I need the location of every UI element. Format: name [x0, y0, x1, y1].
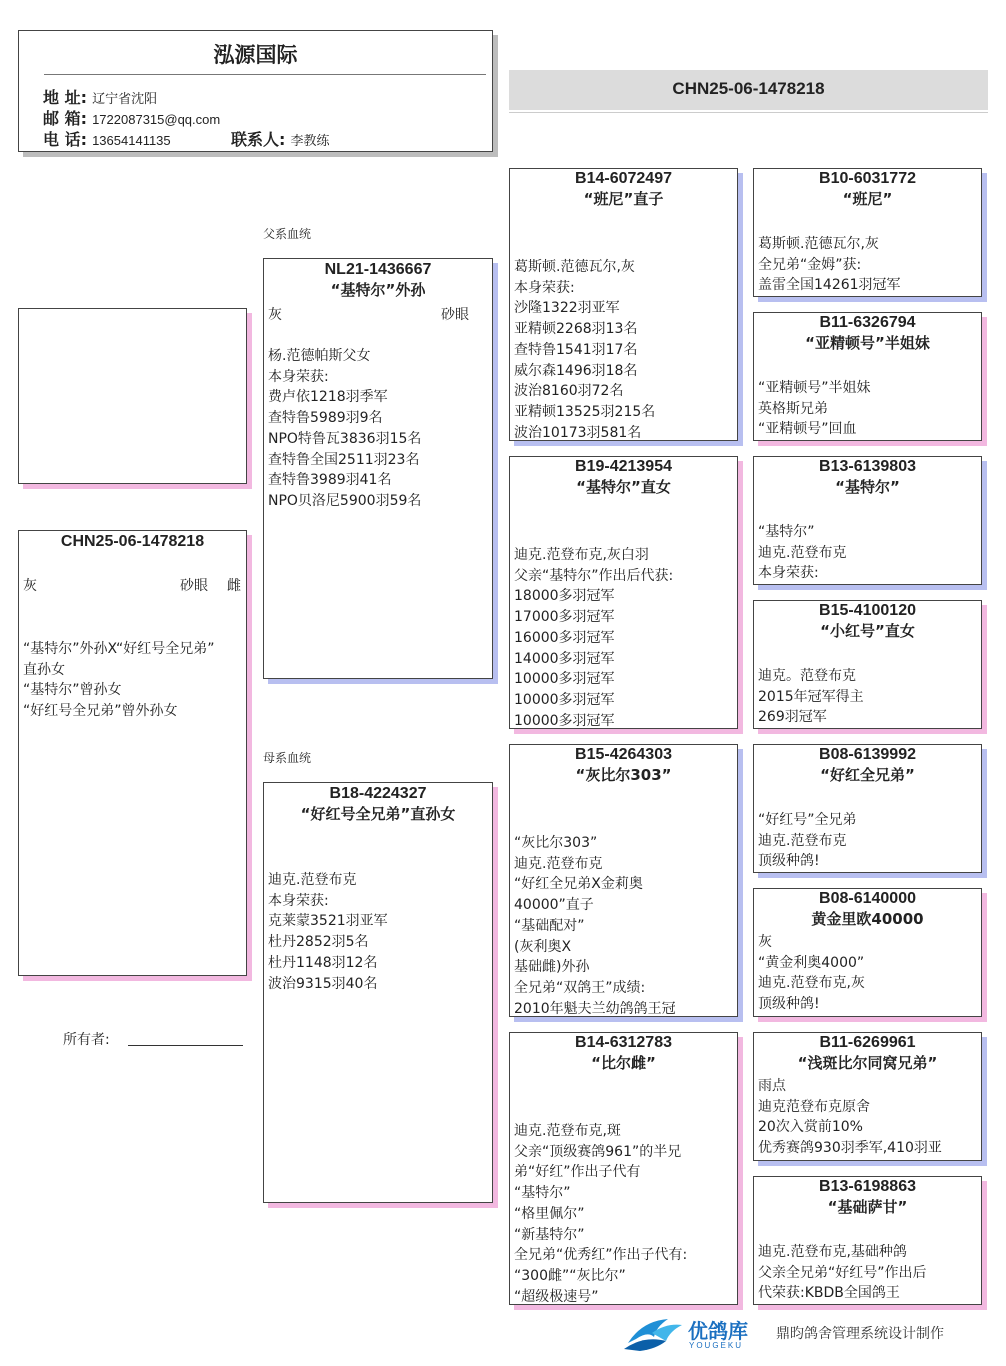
dam-name: “好红号全兄弟”直孙女: [300, 805, 456, 823]
sire-name: “基特尔”外孙: [330, 281, 426, 299]
grandparent-line: 波治10173羽581名: [514, 424, 642, 441]
grandparent-line: “新基特尔”: [514, 1226, 585, 1243]
great-grandparent-line: 269羽冠军: [758, 709, 827, 726]
dam-ring: B18-4224327: [329, 785, 427, 802]
great-grandparent-line: “好红号”全兄弟: [758, 812, 857, 828]
grandparent-line: 父亲“顶级赛鸽961”的半兄: [514, 1143, 682, 1160]
address-value: 辽宁省沈阳: [92, 91, 158, 106]
great-grandparent-ring: B11-6326794: [819, 314, 916, 331]
dam-line: 迪克.范登布克: [268, 872, 357, 888]
phone-label: 电 话:: [43, 130, 87, 149]
sire-ring: NL21-1436667: [324, 261, 432, 278]
grandparent-line: 基础雌)外孙: [514, 959, 590, 976]
grandparent-line: “基特尔”: [514, 1185, 571, 1202]
great-grandparent-ring: B13-6198863: [819, 1178, 916, 1195]
grandparent-line: 迪克.范登布克,斑: [514, 1123, 621, 1139]
great-grandparent-ring: B11-6269961: [819, 1034, 916, 1051]
great-grandparent-ring: B10-6031772: [819, 170, 916, 187]
grandparent-line: 本身荣获:: [514, 279, 575, 296]
great-grandparent-line: 代荣获:KBDB全国鸽王: [758, 1285, 900, 1302]
contact-row: [231, 127, 330, 150]
great-grandparent-line: 葛斯顿.范德瓦尔,灰: [758, 236, 879, 252]
grandparent-name: “灰比尔303”: [575, 766, 672, 784]
grandparent-line: 波治8160羽72名: [514, 383, 624, 400]
top-ring-number: CHN25-06-1478218: [672, 79, 825, 98]
contact-label: 联系人:: [231, 130, 286, 149]
sire-color: 灰: [268, 307, 282, 323]
great-grandparent-name: 黄金里欧40000: [811, 910, 924, 928]
sire-line: NPO特鲁瓦3836羽15名: [268, 430, 422, 447]
dam-line: 克莱蒙3521羽亚军: [268, 913, 388, 930]
dam-line-label: 母系血统: [263, 751, 312, 765]
subject-line: “基特尔”曾孙女: [23, 682, 122, 699]
sire-line: NPO贝洛尼5900羽59名: [268, 492, 422, 509]
photo-box: [18, 308, 247, 484]
email-label: 邮 箱:: [43, 109, 87, 128]
header-card: [18, 30, 493, 152]
sire-eye: 砂眼: [441, 307, 469, 323]
great-grandparent-ring: B15-4100120: [819, 602, 916, 619]
grandparent-line: 17000多羽冠军: [514, 609, 615, 626]
top-ring-underline: [509, 112, 988, 113]
great-grandparent-card-4: [753, 600, 982, 729]
great-grandparent-card-5: [753, 744, 982, 873]
grandparent-line: 亚精顿2268羽13名: [514, 321, 638, 338]
grandparent-line: 18000多羽冠军: [514, 588, 615, 605]
grandparent-line: 威尔森1496羽18名: [514, 362, 638, 379]
sire-line: 杨.范德帕斯父女: [268, 348, 371, 364]
subject-line: 直孙女: [23, 661, 65, 678]
address-row: [43, 85, 157, 108]
grandparent-line: 迪克.范登布克,灰白羽: [514, 547, 649, 563]
company-name: 泓源国际: [213, 43, 298, 67]
owner-row: [63, 1029, 110, 1049]
great-grandparent-line: “基特尔”: [758, 524, 815, 540]
grandparent-line: 2010年魁夫兰幼鸽鸽王冠: [514, 1000, 676, 1017]
great-grandparent-line: “黄金利奥4000”: [758, 954, 865, 971]
great-grandparent-line: 迪克.范登布克,基础种鸽: [758, 1244, 907, 1260]
grandparent-name: “基特尔”直女: [576, 478, 671, 496]
grandparent-ring: B15-4264303: [575, 746, 672, 763]
grandparent-line: 10000多羽冠军: [514, 671, 615, 688]
contact-value: 李教练: [290, 133, 330, 148]
grandparent-line: 弟“好红”作出子代有: [514, 1164, 641, 1181]
great-grandparent-line: 优秀赛鸽930羽季军,410羽亚: [758, 1140, 942, 1157]
grandparent-line: 10000多羽冠军: [514, 712, 615, 729]
grandparent-line: 父亲“基特尔”作出后代获:: [514, 567, 674, 584]
great-grandparent-line: 迪克。范登布克: [758, 668, 856, 684]
brand-name: 优鸽库: [688, 1319, 748, 1343]
grandparent-line: “300雌”“灰比尔”: [514, 1267, 626, 1284]
email-value: 1722087315@qq.com: [92, 112, 221, 127]
great-grandparent-name: “浅斑比尔同窝兄弟”: [797, 1054, 938, 1072]
grandparent-card-1: [509, 168, 738, 441]
subject-line: “好红号全兄弟”曾外孙女: [23, 703, 178, 720]
owner-field[interactable]: [128, 1044, 243, 1046]
grandparent-line: “基础配对”: [514, 917, 585, 934]
grandparent-line: 10000多羽冠军: [514, 691, 615, 708]
great-grandparent-name: “基特尔”: [835, 478, 900, 496]
grandparent-line: (灰利奥X: [514, 938, 572, 955]
sire-line: 费卢依1218羽季军: [268, 389, 388, 406]
great-grandparent-line: 雨点: [758, 1078, 786, 1094]
great-grandparent-ring: B08-6140000: [819, 890, 916, 907]
header-divider: [44, 74, 486, 75]
grandparent-card-2: [509, 456, 738, 729]
great-grandparent-card-6: [753, 888, 982, 1017]
sire-line: 本身荣获:: [268, 368, 329, 385]
grandparent-line: 迪克.范登布克: [514, 855, 603, 872]
great-grandparent-line: 盖雷全国14261羽冠军: [758, 277, 901, 294]
address-label: 地 址:: [43, 88, 87, 107]
grandparent-card-4: [509, 1032, 738, 1305]
grandparent-line: “灰比尔303”: [514, 835, 598, 851]
great-grandparent-line: 迪克范登布克原舍: [758, 1098, 870, 1115]
grandparent-line: 沙隆1322羽亚军: [514, 300, 620, 317]
phone-value: 13654141135: [92, 133, 171, 148]
great-grandparent-card-1: [753, 168, 982, 297]
sire-line: 查特鲁3989羽41名: [268, 472, 392, 489]
great-grandparent-line: 顶级种鸽!: [758, 853, 820, 870]
footer-tagline: 鼎昀鸽舍管理系统设计制作: [776, 1326, 944, 1342]
great-grandparent-line: 灰: [758, 934, 772, 950]
grandparent-ring: B14-6312783: [575, 1034, 672, 1051]
subject-eye: 砂眼: [180, 578, 208, 594]
great-grandparent-card-8: [753, 1176, 982, 1305]
sire-line-label: 父系血统: [263, 227, 312, 241]
great-grandparent-line: 英格斯兄弟: [758, 400, 828, 417]
great-grandparent-name: “基础萨甘”: [827, 1198, 908, 1216]
dam-line: 本身荣获:: [268, 892, 329, 909]
subject-color: 灰: [23, 578, 37, 594]
great-grandparent-line: 本身荣获:: [758, 565, 819, 582]
great-grandparent-line: “亚精顿号”半姐妹: [758, 380, 871, 396]
bird-wave-icon: [622, 1313, 686, 1353]
subject-sex: 雌: [227, 578, 241, 594]
great-grandparent-name: “好红全兄弟”: [820, 766, 915, 784]
sire-card: [263, 258, 493, 679]
great-grandparent-line: “亚精顿号”回血: [758, 421, 857, 438]
grandparent-card-3: [509, 744, 738, 1017]
subject-ring: CHN25-06-1478218: [60, 533, 205, 550]
great-grandparent-line: 迪克.范登布克,灰: [758, 975, 865, 992]
subject-card: [18, 530, 247, 976]
sire-line: 查特鲁5989羽9名: [268, 410, 383, 427]
dam-line: 波治9315羽40名: [268, 975, 378, 992]
grandparent-ring: B14-6072497: [575, 170, 672, 187]
email-row: [43, 106, 220, 129]
grandparent-line: “好红全兄弟X金莉奥: [514, 876, 643, 893]
great-grandparent-line: 迪克.范登布克: [758, 544, 847, 561]
grandparent-line: 16000多羽冠军: [514, 629, 615, 646]
grandparent-ring: B19-4213954: [575, 458, 672, 475]
dam-line: 杜丹1148羽12名: [268, 954, 378, 971]
great-grandparent-card-3: [753, 456, 982, 585]
phone-row: [43, 127, 171, 150]
grandparent-line: “超级极速号”: [514, 1288, 599, 1305]
great-grandparent-line: 2015年冠军得主: [758, 688, 864, 705]
grandparent-line: 全兄弟“优秀红”作出子代有:: [514, 1247, 688, 1264]
great-grandparent-line: 父亲全兄弟“好红号”作出后: [758, 1264, 927, 1281]
sire-line: 查特鲁全国2511羽23名: [268, 451, 420, 468]
grandparent-line: 40000”直子: [514, 897, 594, 914]
great-grandparent-card-2: [753, 312, 982, 441]
great-grandparent-line: 迪克.范登布克: [758, 832, 847, 849]
great-grandparent-name: “小红号”直女: [820, 622, 915, 640]
dam-card: [263, 782, 493, 1203]
grandparent-line: 14000多羽冠军: [514, 650, 615, 667]
subject-line: “基特尔”外孙X“好红号全兄弟”: [23, 641, 215, 657]
great-grandparent-name: “班尼”: [842, 190, 893, 208]
brand-logo: [622, 1313, 762, 1355]
brand-name-en: YOUGEKU: [689, 1341, 744, 1350]
owner-label: 所有者:: [63, 1032, 110, 1048]
great-grandparent-line: 顶级种鸽!: [758, 996, 820, 1013]
grandparent-line: “格里佩尔”: [514, 1205, 585, 1222]
great-grandparent-name: “亚精顿号”半姐妹: [805, 334, 930, 352]
great-grandparent-line: 全兄弟“金姆”获:: [758, 256, 862, 273]
grandparent-line: 葛斯顿.范德瓦尔,灰: [514, 259, 635, 275]
grandparent-name: “班尼”直子: [583, 190, 664, 208]
grandparent-line: 全兄弟“双鸽王”成绩:: [514, 979, 646, 996]
grandparent-name: “比尔雌”: [591, 1054, 656, 1072]
grandparent-line: 查特鲁1541羽17名: [514, 341, 638, 358]
great-grandparent-card-7: [753, 1032, 982, 1161]
great-grandparent-ring: B13-6139803: [819, 458, 916, 475]
grandparent-line: 亚精顿13525羽215名: [514, 403, 656, 420]
great-grandparent-line: 20次入赏前10%: [758, 1119, 863, 1136]
great-grandparent-ring: B08-6139992: [819, 746, 916, 763]
dam-line: 杜丹2852羽5名: [268, 934, 369, 951]
